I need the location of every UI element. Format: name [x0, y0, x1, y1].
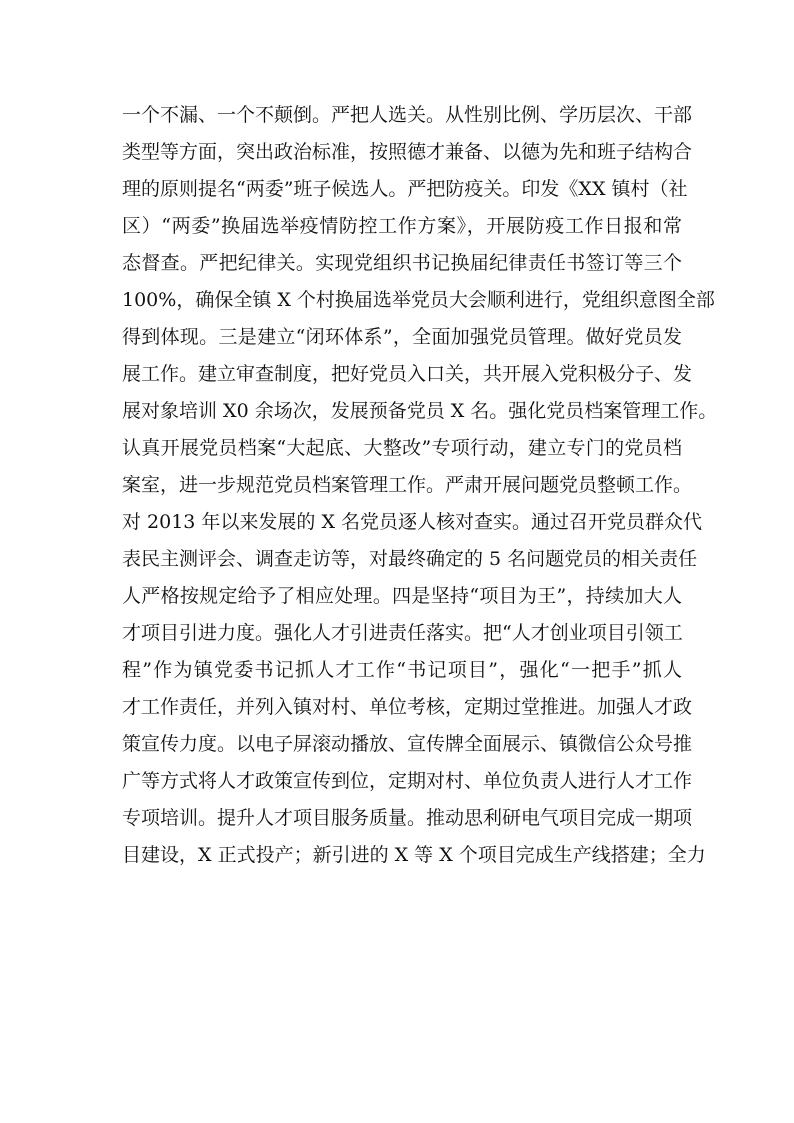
text-line: 对 2013 年以来发展的 X 名党员逐人核对查实。通过召开党员群众代: [122, 511, 703, 533]
text-line: 展对象培训 X0 余场次，发展预备党员 X 名。强化党员档案管理工作。: [122, 400, 718, 422]
body-paragraph: [122, 97, 718, 874]
text-line: 才项目引进力度。强化人才引进责任落实。把“人才创业项目引领工: [122, 622, 683, 644]
text-line: 广等方式将人才政策宣传到位，定期对村、单位负责人进行人才工作: [122, 770, 693, 792]
text-line: 专项培训。提升人才项目服务质量。推动思利研电气项目完成一期项: [122, 807, 693, 829]
text-line: 类型等方面，突出政治标准，按照德才兼备、以德为先和班子结构合: [122, 141, 693, 163]
text-line: 区）“两委”换届选举疫情防控工作方案》，开展防疫工作日报和常: [122, 215, 682, 237]
text-line: 态督查。严把纪律关。实现党组织书记换届纪律责任书签订等三个: [122, 252, 682, 274]
text-line: 得到体现。三是建立“闭环体系”，全面加强党员管理。做好党员发: [122, 326, 682, 348]
text-line: 100%，确保全镇 X 个村换届选举党员大会顺利进行，党组织意图全部: [122, 289, 715, 311]
text-line: 目建设，X 正式投产；新引进的 X 等 X 个项目完成生产线搭建；全力: [122, 844, 706, 866]
text-line: 人严格按规定给予了相应处理。四是坚持“项目为王”，持续加大人: [122, 585, 682, 607]
text-line: 程”作为镇党委书记抓人才工作“书记项目”，强化“一把手”抓人: [122, 659, 682, 681]
text-line: 认真开展党员档案“大起底、大整改”专项行动，建立专门的党员档: [122, 437, 682, 459]
text-line: 理的原则提名“两委”班子候选人。严把防疫关。印发《XX 镇村（社: [122, 178, 688, 200]
text-line: 策宣传力度。以电子屏滚动播放、宣传牌全面展示、镇微信公众号推: [122, 733, 693, 755]
text-line: 才工作责任，并列入镇对村、单位考核，定期过堂推进。加强人才政: [122, 696, 693, 718]
text-line: 展工作。建立审查制度，把好党员入口关，共开展入党积极分子、发: [122, 363, 693, 385]
text-line: 案室，进一步规范党员档案管理工作。严肃开展问题党员整顿工作。: [122, 474, 693, 496]
text-line: 表民主测评会、调查走访等，对最终确定的 5 名问题党员的相关责任: [122, 548, 698, 570]
text-line: 一个不漏、一个不颠倒。严把人选关。从性别比例、学历层次、干部: [122, 104, 693, 126]
